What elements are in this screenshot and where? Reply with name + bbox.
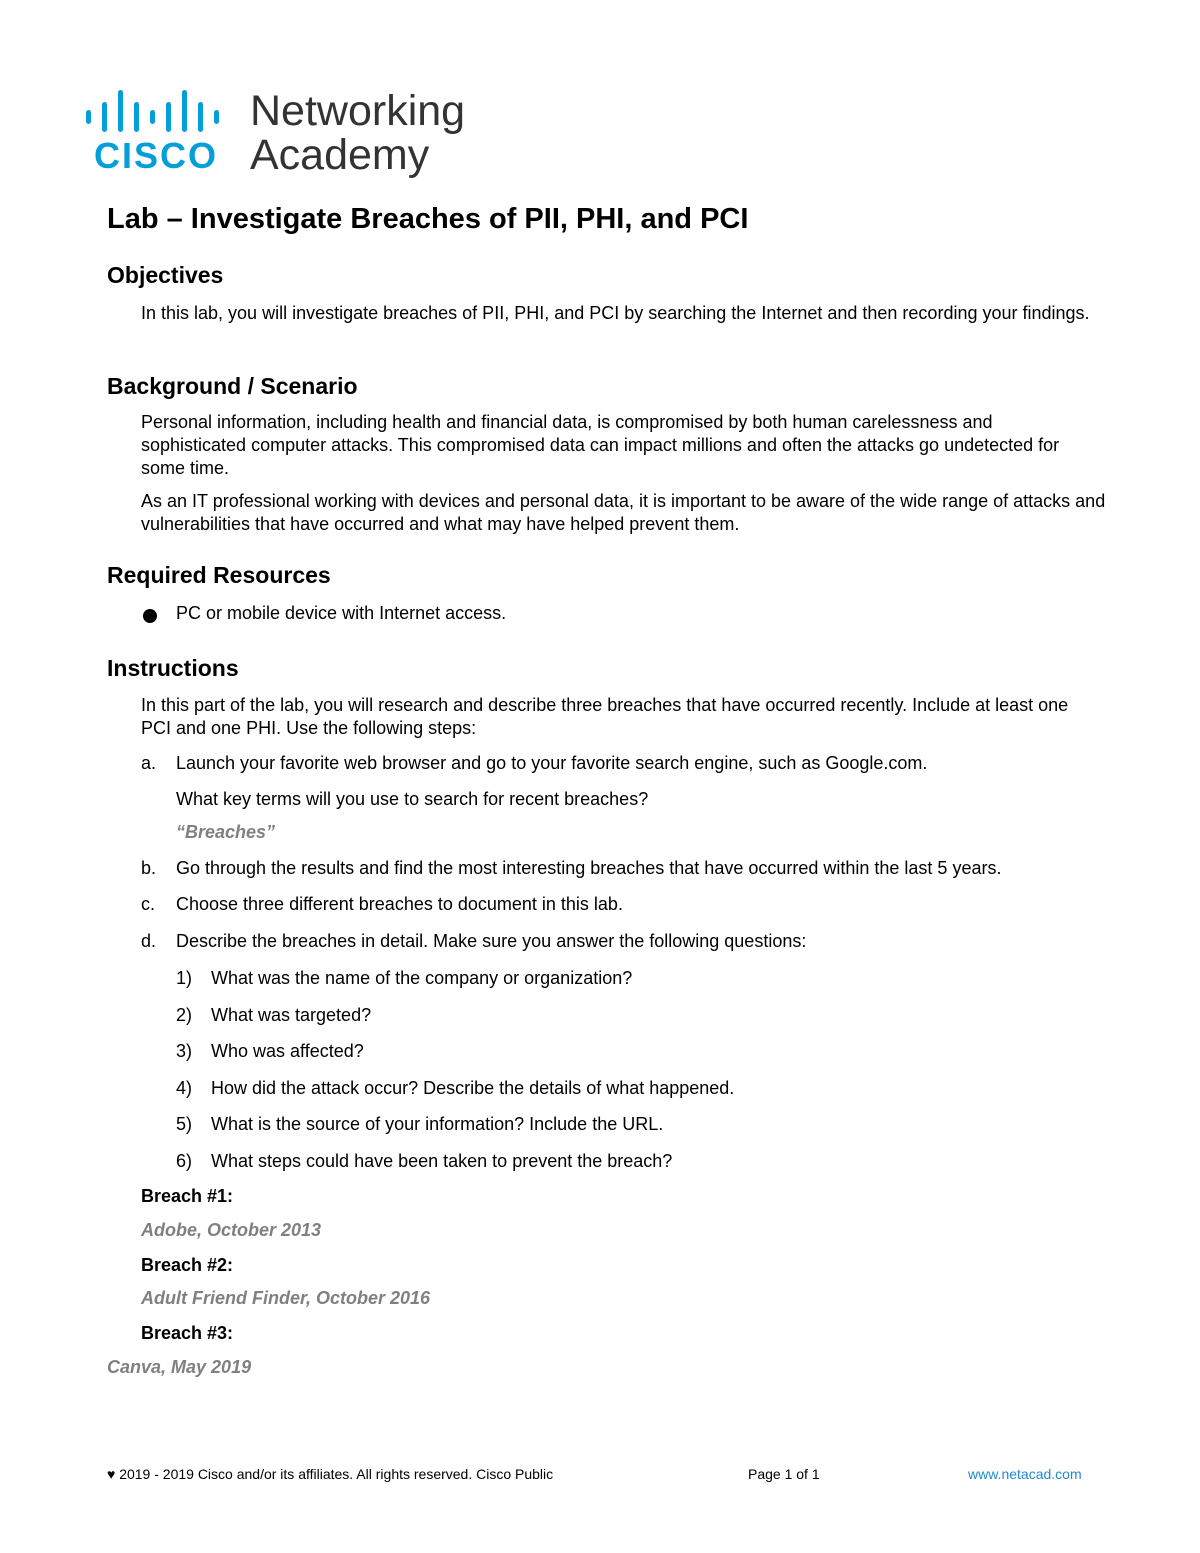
subquestion-text: Who was affected?	[211, 1041, 364, 1061]
step-marker: d.	[141, 931, 157, 951]
step-text: Choose three different breaches to document in this lab.	[176, 894, 623, 914]
bullet-icon	[143, 609, 157, 623]
subquestion-text: What was targeted?	[211, 1005, 372, 1025]
breach-label: Breach #2:	[141, 1255, 234, 1275]
step-marker: a.	[141, 753, 157, 773]
breach-label: Breach #3:	[141, 1323, 234, 1343]
footer-copyright: ♥ 2019 - 2019 Cisco and/or its affiliates. All rights reserved. Cisco Public	[107, 1466, 554, 1482]
subquestion-text: What was the name of the company or organization?	[211, 968, 633, 988]
objectives-text: In this lab, you will investigate breaches of PII, PHI, and PCI by searching the Internet and then recording your findings.	[141, 303, 1090, 323]
step-marker: c.	[141, 894, 156, 914]
resource-item: PC or mobile device with Internet access.	[176, 603, 507, 623]
footer-link[interactable]: www.netacad.com	[968, 1466, 1082, 1482]
logo-academy: Academy	[250, 131, 430, 179]
breach-label: Breach #1:	[141, 1186, 234, 1206]
step-text: Go through the results and find the most interesting breaches that have occurred within the last 5 years.	[176, 858, 1002, 878]
footer-page-number: Page 1 of 1	[748, 1466, 820, 1482]
breach-answer: Adobe, October 2013	[141, 1220, 322, 1240]
subquestion-marker: 5)	[176, 1114, 193, 1134]
background-para-1: Personal information, including health and financial data, is compromised by both human carelessness and sophisticated computer attacks. This compromised data can impact millions and often the attacks go undetected for some time.	[141, 412, 1060, 478]
step-text: Launch your favorite web browser and go to your favorite search engine, such as Google.com.	[176, 753, 928, 773]
step-answer: “Breaches”	[176, 822, 276, 842]
subquestion-marker: 6)	[176, 1151, 193, 1171]
background-para-2: As an IT professional working with devices and personal data, it is important to be aware of the wide range of attacks and vulnerabilities that have occurred and what may have helped prevent them.	[141, 491, 1106, 534]
step-question: What key terms will you use to search for recent breaches?	[176, 789, 649, 809]
instructions-heading: Instructions	[107, 655, 239, 681]
objectives-heading: Objectives	[107, 262, 224, 288]
logo-networking: Networking	[250, 87, 466, 135]
step-marker: b.	[141, 858, 157, 878]
cisco-wordmark: CISCO	[94, 135, 219, 176]
subquestion-marker: 4)	[176, 1078, 193, 1098]
subquestion-text: What is the source of your information? Include the URL.	[211, 1114, 664, 1134]
instructions-intro: In this part of the lab, you will research and describe three breaches that have occurred recently. Include at least one PCI and one PHI. Use the following steps:	[141, 695, 1069, 738]
subquestion-marker: 2)	[176, 1005, 193, 1025]
subquestion-marker: 3)	[176, 1041, 193, 1061]
cisco-networking-academy-logo	[84, 88, 484, 180]
cisco-bridge-icon	[84, 88, 234, 178]
background-heading: Background / Scenario	[107, 373, 358, 399]
breach-answer: Adult Friend Finder, October 2016	[141, 1288, 431, 1308]
resources-heading: Required Resources	[107, 562, 331, 588]
breach-answer: Canva, May 2019	[107, 1357, 252, 1377]
subquestion-marker: 1)	[176, 968, 193, 988]
page-title: Lab – Investigate Breaches of PII, PHI, and PCI	[107, 203, 749, 235]
step-text: Describe the breaches in detail. Make sure you answer the following questions:	[176, 931, 807, 951]
subquestion-text: How did the attack occur? Describe the details of what happened.	[211, 1078, 735, 1098]
subquestion-text: What steps could have been taken to prevent the breach?	[211, 1151, 673, 1171]
